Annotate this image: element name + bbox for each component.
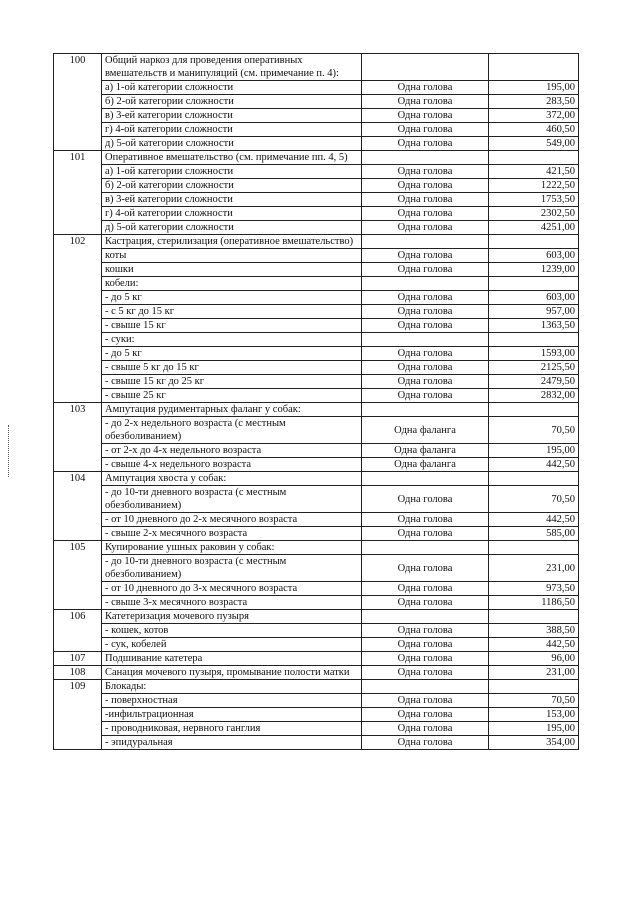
unit-cell: Одна голова — [362, 221, 489, 235]
service-name: - свыше 4-х недельного возраста — [102, 458, 362, 472]
table-row — [54, 458, 579, 472]
group-header: Купирование ушных раковин у собак: — [102, 541, 362, 555]
group-header-row — [54, 610, 579, 624]
unit-cell — [362, 541, 489, 555]
price-cell: 2125,50 — [489, 361, 579, 375]
service-name: в) 3-ей категории сложности — [102, 193, 362, 207]
unit-cell: Одна голова — [362, 347, 489, 361]
unit-cell: Одна голова — [362, 624, 489, 638]
unit-cell: Одна голова — [362, 638, 489, 652]
table-row — [54, 109, 579, 123]
price-cell: 1363,50 — [489, 319, 579, 333]
price-cell: 2832,00 — [489, 389, 579, 403]
unit-cell: Одна голова — [362, 652, 489, 666]
unit-cell — [362, 680, 489, 694]
table-row — [54, 347, 579, 361]
price-cell: 2479,50 — [489, 375, 579, 389]
service-name: Санация мочевого пузыря, промывание полости матки — [102, 666, 362, 680]
unit-cell — [362, 610, 489, 624]
table-row — [54, 417, 579, 444]
service-name: - кошек, котов — [102, 624, 362, 638]
table-row — [54, 123, 579, 137]
table-row — [54, 624, 579, 638]
table-row — [54, 375, 579, 389]
group-header: Оперативное вмешательство (см. примечание пп. 4, 5) — [102, 151, 362, 165]
service-name: - поверхностная — [102, 694, 362, 708]
unit-cell: Одна голова — [362, 486, 489, 513]
service-name: -инфильтрационная — [102, 708, 362, 722]
table-row — [54, 444, 579, 458]
service-name: а) 1-ой категории сложности — [102, 165, 362, 179]
unit-cell — [362, 472, 489, 486]
table-row — [54, 638, 579, 652]
table-row — [54, 513, 579, 527]
price-cell: 460,50 — [489, 123, 579, 137]
item-number: 109 — [54, 680, 102, 750]
group-header-row — [54, 680, 579, 694]
unit-cell: Одна голова — [362, 375, 489, 389]
unit-cell: Одна голова — [362, 305, 489, 319]
service-name: д) 5-ой категории сложности — [102, 137, 362, 151]
group-header-row — [54, 541, 579, 555]
price-cell: 957,00 — [489, 305, 579, 319]
group-header: Ампутация хвоста у собак: — [102, 472, 362, 486]
price-cell: 421,50 — [489, 165, 579, 179]
unit-cell: Одна голова — [362, 81, 489, 95]
unit-cell: Одна голова — [362, 582, 489, 596]
table-row — [54, 221, 579, 235]
price-cell — [489, 403, 579, 417]
price-cell — [489, 472, 579, 486]
table-row — [54, 694, 579, 708]
service-name: д) 5-ой категории сложности — [102, 221, 362, 235]
price-cell: 4251,00 — [489, 221, 579, 235]
price-cell — [489, 333, 579, 347]
unit-cell — [362, 277, 489, 291]
unit-cell: Одна голова — [362, 319, 489, 333]
unit-cell: Одна голова — [362, 179, 489, 193]
table-row — [54, 319, 579, 333]
price-cell: 603,00 — [489, 249, 579, 263]
price-cell: 96,00 — [489, 652, 579, 666]
group-header: Блокады: — [102, 680, 362, 694]
unit-cell: Одна голова — [362, 722, 489, 736]
unit-cell: Одна голова — [362, 249, 489, 263]
unit-cell — [362, 54, 489, 81]
service-name: - свыше 5 кг до 15 кг — [102, 361, 362, 375]
price-cell: 231,00 — [489, 666, 579, 680]
service-name: - проводниковая, нервного ганглия — [102, 722, 362, 736]
price-cell: 585,00 — [489, 527, 579, 541]
service-name: - от 10 дневного до 3-х месячного возраста — [102, 582, 362, 596]
price-cell: 2302,50 — [489, 207, 579, 221]
item-number: 102 — [54, 235, 102, 403]
price-table-body — [54, 54, 579, 750]
price-cell: 1186,50 — [489, 596, 579, 610]
service-name: - до 5 кг — [102, 291, 362, 305]
unit-cell: Одна голова — [362, 708, 489, 722]
price-cell: 973,50 — [489, 582, 579, 596]
service-name: г) 4-ой категории сложности — [102, 207, 362, 221]
unit-cell: Одна голова — [362, 109, 489, 123]
price-cell: 70,50 — [489, 694, 579, 708]
unit-cell: Одна голова — [362, 263, 489, 277]
service-name: в) 3-ей категории сложности — [102, 109, 362, 123]
price-cell: 354,00 — [489, 736, 579, 750]
item-number: 105 — [54, 541, 102, 610]
unit-cell: Одна голова — [362, 165, 489, 179]
price-cell: 372,00 — [489, 109, 579, 123]
table-row — [54, 486, 579, 513]
unit-cell: Одна голова — [362, 596, 489, 610]
group-header-row — [54, 403, 579, 417]
price-cell — [489, 54, 579, 81]
price-cell: 603,00 — [489, 291, 579, 305]
price-cell: 231,00 — [489, 555, 579, 582]
price-cell — [489, 680, 579, 694]
service-name: коты — [102, 249, 362, 263]
table-row — [54, 249, 579, 263]
unit-cell: Одна голова — [362, 555, 489, 582]
service-name: Подшивание катетера — [102, 652, 362, 666]
price-cell — [489, 235, 579, 249]
item-number: 104 — [54, 472, 102, 541]
unit-cell: Одна голова — [362, 389, 489, 403]
table-row — [54, 736, 579, 750]
service-name: б) 2-ой категории сложности — [102, 179, 362, 193]
service-name: - до 5 кг — [102, 347, 362, 361]
service-name: кобели: — [102, 277, 362, 291]
unit-cell: Одна голова — [362, 736, 489, 750]
service-name: - от 10 дневного до 2-х месячного возраста — [102, 513, 362, 527]
item-number: 107 — [54, 652, 102, 666]
price-cell: 442,50 — [489, 638, 579, 652]
table-row — [54, 95, 579, 109]
table-row — [54, 305, 579, 319]
table-row — [54, 207, 579, 221]
service-name: - суки: — [102, 333, 362, 347]
table-row — [54, 165, 579, 179]
service-name: - от 2-х до 4-х недельного возраста — [102, 444, 362, 458]
group-header: Общий наркоз для проведения оперативных вмешательств и манипуляций (см. примечание п. 4): — [102, 54, 362, 81]
table-row — [54, 137, 579, 151]
service-name: а) 1-ой категории сложности — [102, 81, 362, 95]
price-cell: 153,00 — [489, 708, 579, 722]
scan-artifact — [8, 425, 10, 477]
price-cell: 1593,00 — [489, 347, 579, 361]
item-number: 106 — [54, 610, 102, 652]
service-name: - до 10-ти дневного возраста (с местным обезболиванием) — [102, 486, 362, 513]
price-cell: 1222,50 — [489, 179, 579, 193]
table-row — [54, 596, 579, 610]
unit-cell: Одна голова — [362, 291, 489, 305]
unit-cell: Одна голова — [362, 666, 489, 680]
item-number: 103 — [54, 403, 102, 472]
service-name: - эпидуральная — [102, 736, 362, 750]
price-table — [53, 53, 579, 750]
unit-cell — [362, 333, 489, 347]
unit-cell: Одна голова — [362, 193, 489, 207]
group-header: Кастрация, стерилизация (оперативное вмешательство) — [102, 235, 362, 249]
service-name: - свыше 15 кг до 25 кг — [102, 375, 362, 389]
item-number: 101 — [54, 151, 102, 235]
table-row — [54, 179, 579, 193]
price-cell: 442,50 — [489, 458, 579, 472]
price-cell: 442,50 — [489, 513, 579, 527]
service-name: - до 2-х недельного возраста (с местным обезболиванием) — [102, 417, 362, 444]
price-cell — [489, 541, 579, 555]
table-row — [54, 652, 579, 666]
service-name: - с 5 кг до 15 кг — [102, 305, 362, 319]
table-row — [54, 666, 579, 680]
service-name: - свыше 3-х месячного возраста — [102, 596, 362, 610]
unit-cell: Одна голова — [362, 513, 489, 527]
group-header: Ампутация рудиментарных фаланг у собак: — [102, 403, 362, 417]
price-cell — [489, 277, 579, 291]
table-row — [54, 333, 579, 347]
unit-cell: Одна голова — [362, 137, 489, 151]
unit-cell — [362, 235, 489, 249]
price-cell: 283,50 — [489, 95, 579, 109]
service-name: - свыше 15 кг — [102, 319, 362, 333]
price-cell: 195,00 — [489, 444, 579, 458]
price-cell: 1753,50 — [489, 193, 579, 207]
table-row — [54, 81, 579, 95]
unit-cell — [362, 151, 489, 165]
price-cell: 388,50 — [489, 624, 579, 638]
price-cell: 195,00 — [489, 722, 579, 736]
table-row — [54, 263, 579, 277]
group-header-row — [54, 54, 579, 81]
unit-cell — [362, 403, 489, 417]
group-header-row — [54, 151, 579, 165]
service-name: б) 2-ой категории сложности — [102, 95, 362, 109]
unit-cell: Одна фаланга — [362, 444, 489, 458]
unit-cell: Одна голова — [362, 527, 489, 541]
service-name: - свыше 2-х месячного возраста — [102, 527, 362, 541]
unit-cell: Одна голова — [362, 123, 489, 137]
price-cell: 70,50 — [489, 486, 579, 513]
table-row — [54, 361, 579, 375]
group-header-row — [54, 472, 579, 486]
price-cell: 70,50 — [489, 417, 579, 444]
item-number: 100 — [54, 54, 102, 151]
table-row — [54, 527, 579, 541]
group-header: Катетеризация мочевого пузыря — [102, 610, 362, 624]
table-row — [54, 389, 579, 403]
service-name: - сук, кобелей — [102, 638, 362, 652]
table-row — [54, 193, 579, 207]
price-cell — [489, 151, 579, 165]
service-name: - до 10-ти дневного возраста (с местным обезболиванием) — [102, 555, 362, 582]
service-name: - свыше 25 кг — [102, 389, 362, 403]
unit-cell: Одна голова — [362, 95, 489, 109]
table-row — [54, 722, 579, 736]
table-row — [54, 555, 579, 582]
unit-cell: Одна голова — [362, 361, 489, 375]
group-header-row — [54, 235, 579, 249]
price-cell: 195,00 — [489, 81, 579, 95]
unit-cell: Одна голова — [362, 694, 489, 708]
table-row — [54, 582, 579, 596]
price-cell: 1239,00 — [489, 263, 579, 277]
item-number: 108 — [54, 666, 102, 680]
table-row — [54, 291, 579, 305]
unit-cell: Одна голова — [362, 207, 489, 221]
service-name: кошки — [102, 263, 362, 277]
unit-cell: Одна фаланга — [362, 417, 489, 444]
price-cell — [489, 610, 579, 624]
table-row — [54, 277, 579, 291]
service-name: г) 4-ой категории сложности — [102, 123, 362, 137]
unit-cell: Одна фаланга — [362, 458, 489, 472]
table-row — [54, 708, 579, 722]
price-cell: 549,00 — [489, 137, 579, 151]
